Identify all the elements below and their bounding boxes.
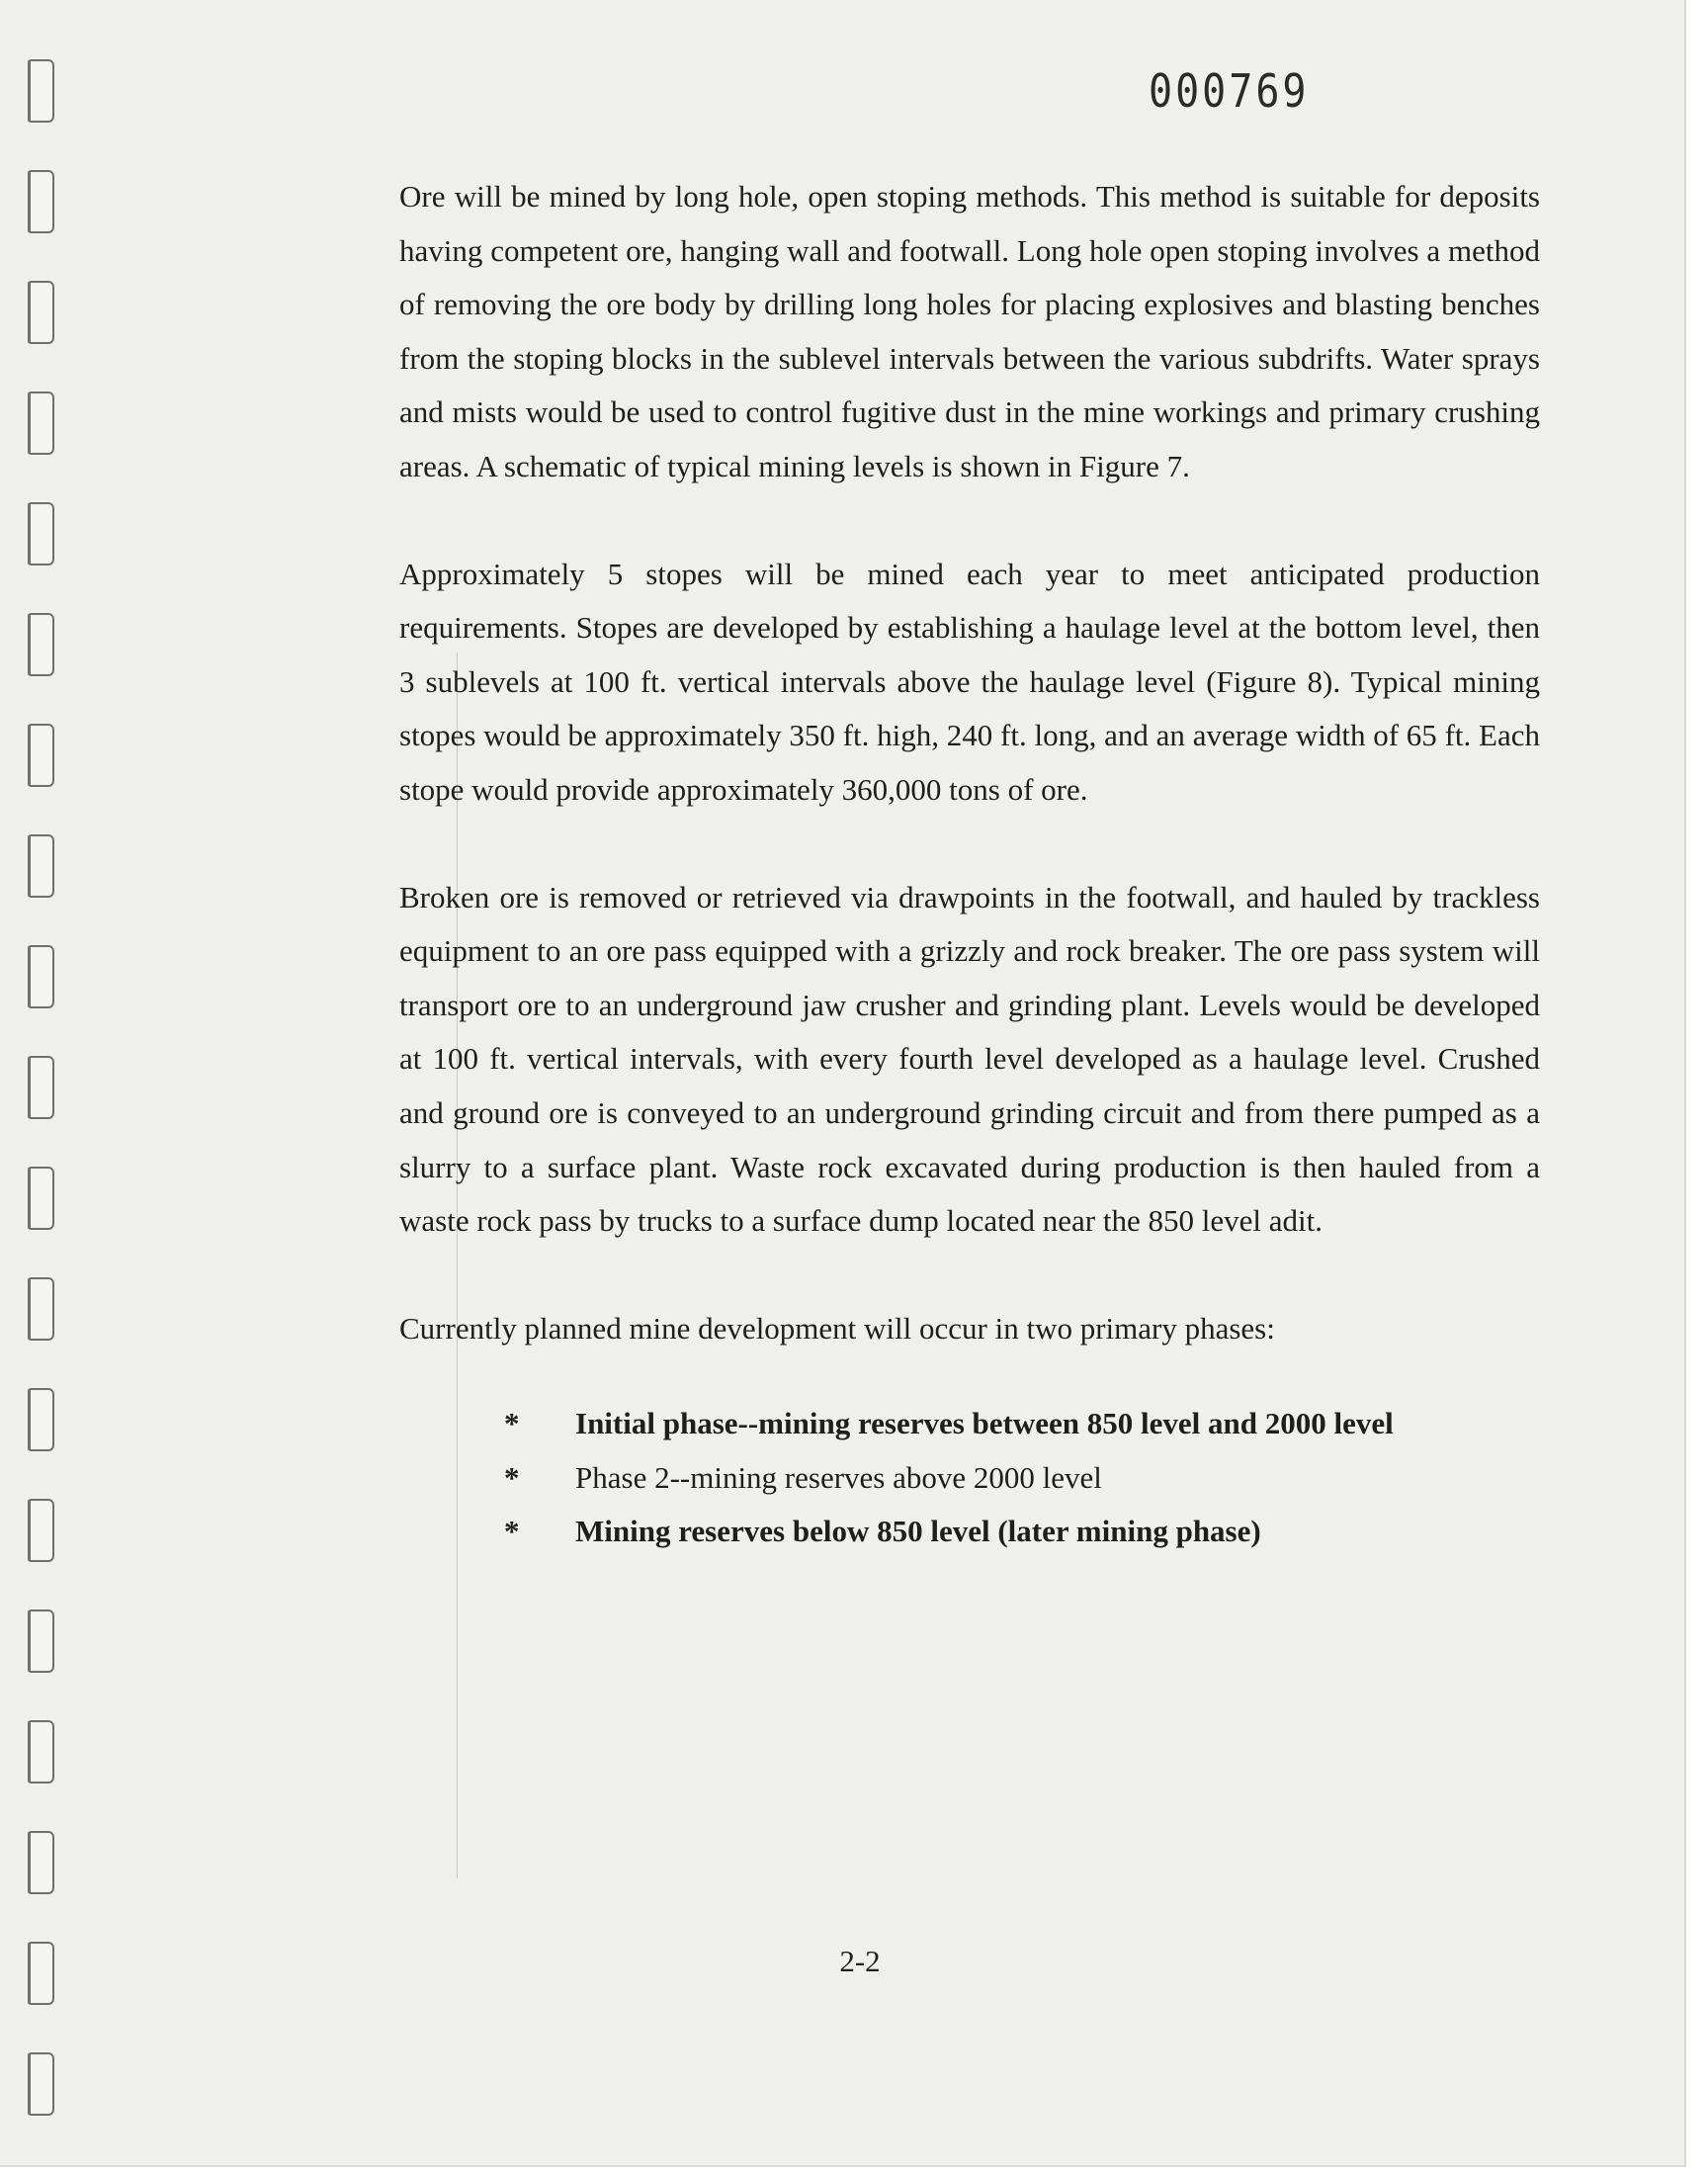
punch-hole <box>28 1720 54 1784</box>
punch-hole <box>28 1831 54 1894</box>
punch-hole <box>28 1056 54 1119</box>
punch-hole <box>28 724 54 787</box>
paragraph-development-phases: Currently planned mine development will occur in two primary phases: <box>399 1310 1275 1346</box>
document-number: 000769 <box>1149 65 1310 119</box>
phase-initial: Initial phase--mining reserves between 850 level and 2000 level <box>575 1406 1394 1441</box>
phase-list <box>399 1397 1540 1559</box>
binder-punch-holes <box>28 59 67 2096</box>
asterisk-bullet-icon: * <box>504 1514 520 1549</box>
punch-hole <box>28 613 54 676</box>
paragraph-stopes: Approximately 5 stopes will be mined each year to meet anticipated production requirements. Stopes are developed by establishing a haulage level at the bottom level, then 3 sublevels at 100 ft. vertical intervals above the haulage level (Figure 8). Typical mining stopes would be approximately 350 ft. high, 240 ft. long, and an average width of 65 ft. Each stope would provide approximately 360,000 tons of ore. <box>399 556 1540 807</box>
punch-hole <box>28 1388 54 1451</box>
punch-hole <box>28 1499 54 1562</box>
paragraph-mining-method: Ore will be mined by long hole, open stoping methods. This method is suitable for deposits having competent ore, hanging wall and footwall. Long hole open stoping involves a method of removing the ore body by drilling long holes for placing explosives and blasting benches from the stoping blocks in the sublevel intervals between the various subdrifts. Water sprays and mists would be used to control fugitive dust in the mine workings and primary crushing areas. A schematic of typical mining levels is shown in Figure 7. <box>399 179 1540 483</box>
punch-hole <box>28 170 54 233</box>
phase-below-850: Mining reserves below 850 level (later mining phase) <box>575 1514 1261 1549</box>
list-item <box>504 1451 1540 1506</box>
punch-hole <box>28 502 54 566</box>
punch-hole <box>28 945 54 1008</box>
punch-hole <box>28 59 54 123</box>
punch-hole <box>28 1167 54 1230</box>
page-number: 2-2 <box>839 1944 881 1978</box>
list-item <box>504 1505 1540 1559</box>
phase-2: Phase 2--mining reserves above 2000 level <box>575 1459 1102 1495</box>
punch-hole <box>28 1610 54 1673</box>
punch-hole <box>28 281 54 344</box>
punch-hole <box>28 834 54 898</box>
list-item <box>504 1397 1540 1451</box>
paragraph-ore-handling: Broken ore is removed or retrieved via drawpoints in the footwall, and hauled by trackless equipment to an ore pass equipped with a grizzly and rock breaker. The ore pass system will transport ore to an underground jaw crusher and grinding plant. Levels would be developed at 100 ft. vertical intervals, with every fourth level developed as a haulage level. Crushed and ground ore is conveyed to an underground grinding circuit and from there pumped as a slurry to a surface plant. Waste rock excavated during production is then hauled from a waste rock pass by trucks to a surface dump located near the 850 level adit. <box>399 879 1540 1239</box>
asterisk-bullet-icon: * <box>504 1406 520 1441</box>
body-text <box>399 170 1540 1559</box>
punch-hole <box>28 1942 54 2005</box>
punch-hole <box>28 1277 54 1341</box>
punch-hole <box>28 392 54 455</box>
asterisk-bullet-icon: * <box>504 1459 520 1495</box>
punch-hole <box>28 2052 54 2116</box>
